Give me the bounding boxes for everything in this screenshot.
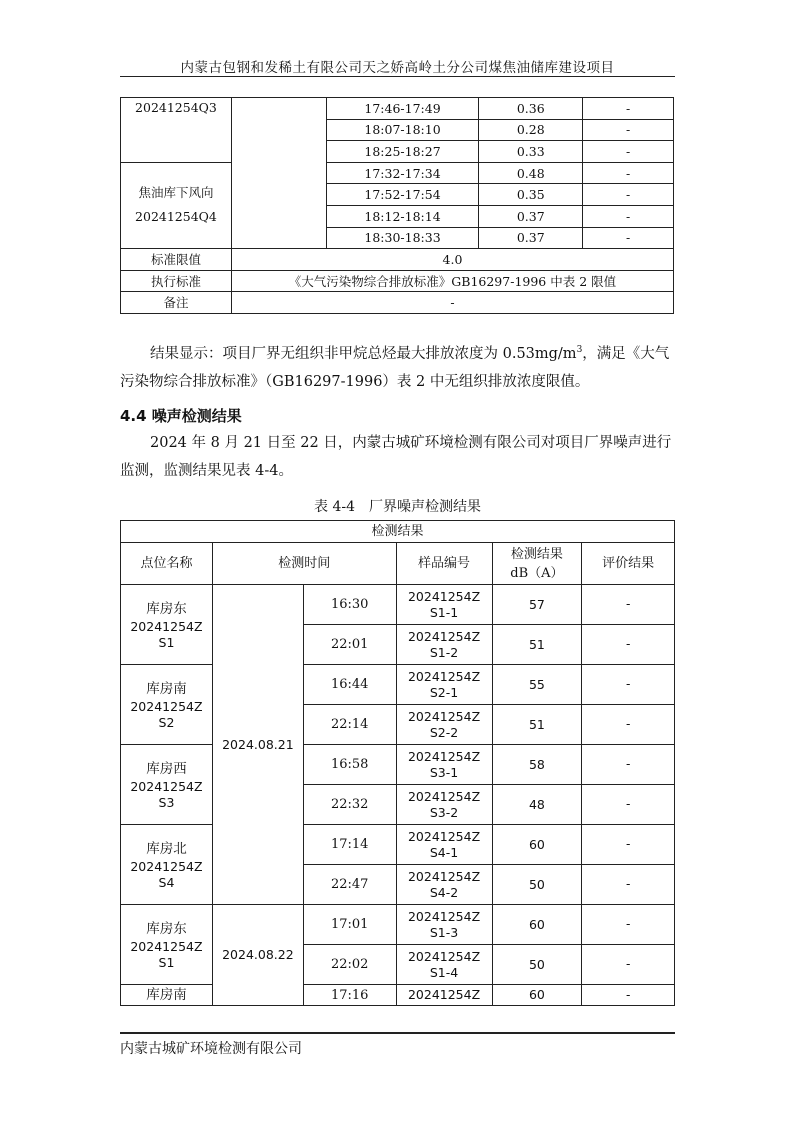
point-id: 20241254Z bbox=[130, 698, 203, 714]
page-header-title: 内蒙古包钢和发稀土有限公司天之娇高岭土分公司煤焦油储库建设项目 bbox=[180, 60, 615, 76]
time-cell: 22:32 bbox=[303, 785, 396, 825]
eval-cell: - bbox=[582, 705, 675, 745]
result-text-a: 结果显示：项目厂界无组织非甲烷总烃最大排放浓度为 0.53mg/m bbox=[150, 345, 577, 362]
time-cell: 17:46-17:49 bbox=[326, 98, 479, 120]
point-cell bbox=[121, 665, 213, 745]
sample-suffix: S1-3 bbox=[429, 924, 459, 940]
sample-id: 20241254Z bbox=[407, 748, 481, 764]
point-name: 库房东 bbox=[146, 920, 187, 937]
point-cell bbox=[121, 745, 213, 825]
noise-intro-paragraph: 2024 年 8 月 21 日至 22 日，内蒙古城矿环境检测有限公司对项目厂界噪声进行监测，监测结果见表 4-4。 bbox=[120, 435, 672, 479]
value-cell: 50 bbox=[492, 945, 582, 985]
time-cell: 22:14 bbox=[303, 705, 396, 745]
sample-suffix: S4-2 bbox=[429, 884, 459, 900]
time-cell: 22:01 bbox=[303, 625, 396, 665]
col-header-sample: 样品编号 bbox=[396, 543, 492, 585]
point-id-suffix: S1 bbox=[158, 954, 175, 970]
empty-cell bbox=[231, 98, 326, 249]
note-value: - bbox=[231, 292, 673, 314]
value-cell: 60 bbox=[492, 985, 582, 1006]
eval-cell: - bbox=[583, 98, 674, 120]
sample-id: 20241254Z bbox=[407, 948, 481, 964]
time-cell: 18:25-18:27 bbox=[326, 141, 479, 163]
sample-cell bbox=[396, 745, 492, 785]
time-cell: 16:58 bbox=[303, 745, 396, 785]
eval-cell: - bbox=[583, 162, 674, 184]
value-cell: 0.35 bbox=[479, 184, 583, 206]
value-cell: 0.37 bbox=[479, 227, 583, 249]
eval-cell: - bbox=[582, 865, 675, 905]
section-heading: 4.4 噪声检测结果 bbox=[120, 407, 242, 425]
point-name: 库房东 bbox=[146, 600, 187, 617]
point-id: 20241254Z bbox=[130, 938, 203, 954]
limit-value: 4.0 bbox=[231, 249, 673, 271]
eval-cell: - bbox=[583, 184, 674, 206]
point-name: 库房南 bbox=[146, 680, 187, 697]
noise-results-table bbox=[120, 520, 675, 1006]
standard-label: 执行标准 bbox=[121, 270, 232, 292]
point-id-suffix: S2 bbox=[158, 714, 175, 730]
value-cell: 0.28 bbox=[479, 119, 583, 141]
eval-cell: - bbox=[582, 825, 675, 865]
sample-suffix: S3-2 bbox=[429, 804, 459, 820]
col-header-eval: 评价结果 bbox=[582, 543, 675, 585]
sample-suffix: S1-4 bbox=[429, 964, 459, 980]
sample-suffix: S3-1 bbox=[429, 764, 459, 780]
time-cell: 22:02 bbox=[303, 945, 396, 985]
date-cell: 2024.08.21 bbox=[212, 585, 303, 905]
time-cell: 17:16 bbox=[303, 985, 396, 1006]
point-id: 20241254Z bbox=[130, 778, 203, 794]
value-cell: 57 bbox=[492, 585, 582, 625]
time-cell: 18:12-18:14 bbox=[326, 205, 479, 227]
eval-cell: - bbox=[583, 119, 674, 141]
eval-cell: - bbox=[582, 745, 675, 785]
time-cell: 22:47 bbox=[303, 865, 396, 905]
sample-cell bbox=[396, 825, 492, 865]
result-text-b: ，满足《大气污染物综合排放标准》（GB16297-1996）表 2 中无组织排放浓度限值。 bbox=[120, 345, 670, 390]
time-cell: 16:44 bbox=[303, 665, 396, 705]
point-id-suffix: S1 bbox=[158, 634, 175, 650]
sample-id: 20241254Z bbox=[407, 708, 481, 724]
sample-suffix: S2-1 bbox=[429, 684, 459, 700]
eval-cell: - bbox=[582, 985, 675, 1006]
point-name-q4: 焦油库下风向 bbox=[138, 185, 214, 201]
value-cell: 0.37 bbox=[479, 205, 583, 227]
eval-cell: - bbox=[583, 227, 674, 249]
sample-cell bbox=[396, 785, 492, 825]
limit-label: 标准限值 bbox=[121, 249, 232, 271]
header-divider bbox=[120, 76, 675, 77]
value-cell: 60 bbox=[492, 825, 582, 865]
value-cell: 55 bbox=[492, 665, 582, 705]
eval-cell: - bbox=[582, 785, 675, 825]
sample-suffix: S1-1 bbox=[429, 604, 459, 620]
eval-cell: - bbox=[582, 905, 675, 945]
col-header-result bbox=[492, 543, 582, 585]
time-cell: 17:32-17:34 bbox=[326, 162, 479, 184]
value-cell: 48 bbox=[492, 785, 582, 825]
col-header-result-unit: dB（A） bbox=[510, 565, 564, 581]
sample-id: 20241254Z bbox=[407, 828, 481, 844]
date-cell: 2024.08.22 bbox=[212, 905, 303, 1006]
eval-cell: - bbox=[582, 945, 675, 985]
eval-cell: - bbox=[582, 665, 675, 705]
result-paragraph bbox=[120, 336, 675, 396]
point-id-suffix: S4 bbox=[158, 874, 175, 890]
sample-cell bbox=[396, 945, 492, 985]
sample-id: 20241254Z bbox=[407, 588, 481, 604]
point-cell bbox=[121, 825, 213, 905]
eval-cell: - bbox=[582, 585, 675, 625]
point-id: 20241254Z bbox=[130, 618, 203, 634]
value-cell: 0.36 bbox=[479, 98, 583, 120]
sample-cell bbox=[396, 905, 492, 945]
point-name: 库房西 bbox=[146, 760, 187, 777]
time-cell: 16:30 bbox=[303, 585, 396, 625]
sample-id: 20241254Z bbox=[407, 788, 481, 804]
col-header-result-line1: 检测结果 bbox=[510, 546, 563, 562]
eval-cell: - bbox=[583, 205, 674, 227]
sample-cell bbox=[396, 705, 492, 745]
sample-suffix: S2-2 bbox=[429, 724, 459, 740]
value-cell: 0.33 bbox=[479, 141, 583, 163]
value-cell: 50 bbox=[492, 865, 582, 905]
col-header-time: 检测时间 bbox=[212, 543, 396, 585]
value-cell: 51 bbox=[492, 625, 582, 665]
sample-id: 20241254Z bbox=[407, 668, 481, 684]
eval-cell: - bbox=[582, 625, 675, 665]
eval-cell: - bbox=[583, 141, 674, 163]
value-cell: 58 bbox=[492, 745, 582, 785]
value-cell: 60 bbox=[492, 905, 582, 945]
point-q4 bbox=[121, 162, 232, 248]
footer-company: 内蒙古城矿环境检测有限公司 bbox=[120, 1041, 302, 1057]
point-id-suffix: S3 bbox=[158, 794, 175, 810]
point-cell bbox=[121, 585, 213, 665]
sample-cell bbox=[396, 585, 492, 625]
voc-results-table bbox=[120, 97, 674, 314]
time-cell: 17:01 bbox=[303, 905, 396, 945]
value-cell: 51 bbox=[492, 705, 582, 745]
group-header: 检测结果 bbox=[121, 521, 675, 543]
time-cell: 18:30-18:33 bbox=[326, 227, 479, 249]
point-name: 库房南 bbox=[121, 985, 213, 1006]
note-label: 备注 bbox=[121, 292, 232, 314]
sample-suffix: S1-2 bbox=[429, 644, 459, 660]
footer-divider bbox=[120, 1032, 675, 1034]
point-name: 库房北 bbox=[146, 840, 187, 857]
sample-cell bbox=[396, 865, 492, 905]
point-id: 20241254Z bbox=[130, 858, 203, 874]
sample-id: 20241254Z bbox=[407, 628, 481, 644]
point-id-q3: 20241254Q3 bbox=[121, 98, 232, 163]
time-cell: 17:52-17:54 bbox=[326, 184, 479, 206]
sample-id: 20241254Z bbox=[407, 868, 481, 884]
sample-cell bbox=[396, 625, 492, 665]
value-cell: 0.48 bbox=[479, 162, 583, 184]
sample-id: 20241254Z bbox=[407, 908, 481, 924]
table-caption: 表 4-4 厂界噪声检测结果 bbox=[314, 499, 481, 515]
standard-value: 《大气污染物综合排放标准》GB16297-1996 中表 2 限值 bbox=[231, 270, 673, 292]
point-cell bbox=[121, 905, 213, 985]
sample-cell: 20241254Z bbox=[396, 985, 492, 1006]
time-cell: 18:07-18:10 bbox=[326, 119, 479, 141]
sample-cell bbox=[396, 665, 492, 705]
unit-superscript: 3 bbox=[576, 345, 583, 355]
point-id-q4: 20241254Q4 bbox=[135, 209, 217, 225]
sample-suffix: S4-1 bbox=[429, 844, 459, 860]
time-cell: 17:14 bbox=[303, 825, 396, 865]
col-header-point: 点位名称 bbox=[121, 543, 213, 585]
